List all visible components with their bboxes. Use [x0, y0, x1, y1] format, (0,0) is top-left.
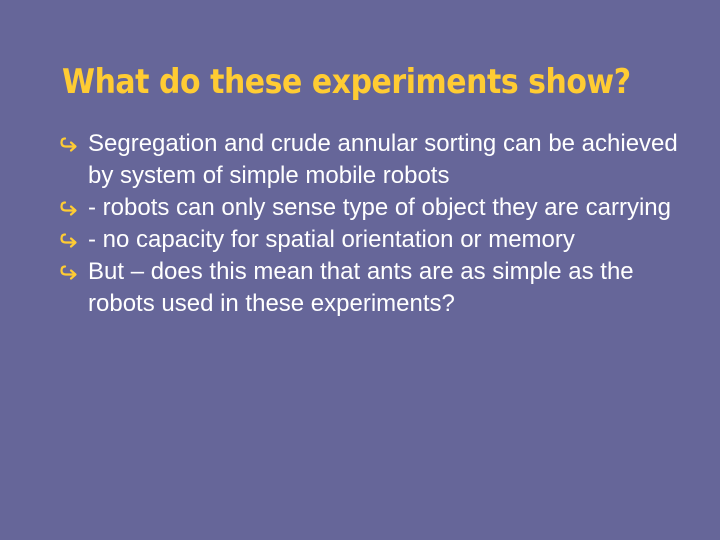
bullet-text: But – does this mean that ants are as simple as the robots used in these experiments?	[88, 258, 634, 317]
bullet-item	[60, 256, 700, 320]
bullet-item	[60, 128, 700, 192]
slide-title: What do these experiments show?	[62, 62, 631, 102]
bullet-item	[60, 224, 700, 256]
curved-arrow-right-icon	[60, 137, 80, 153]
bullet-text: - no capacity for spatial orientation or memory	[88, 226, 575, 253]
bullet-list	[60, 128, 700, 320]
bullet-text: - robots can only sense type of object they are carrying	[88, 194, 671, 221]
bullet-item	[60, 192, 700, 224]
curved-arrow-right-icon	[60, 201, 80, 217]
bullet-text: Segregation and crude annular sorting can be achieved by system of simple mobile robots	[88, 130, 678, 189]
curved-arrow-right-icon	[60, 265, 80, 281]
curved-arrow-right-icon	[60, 233, 80, 249]
